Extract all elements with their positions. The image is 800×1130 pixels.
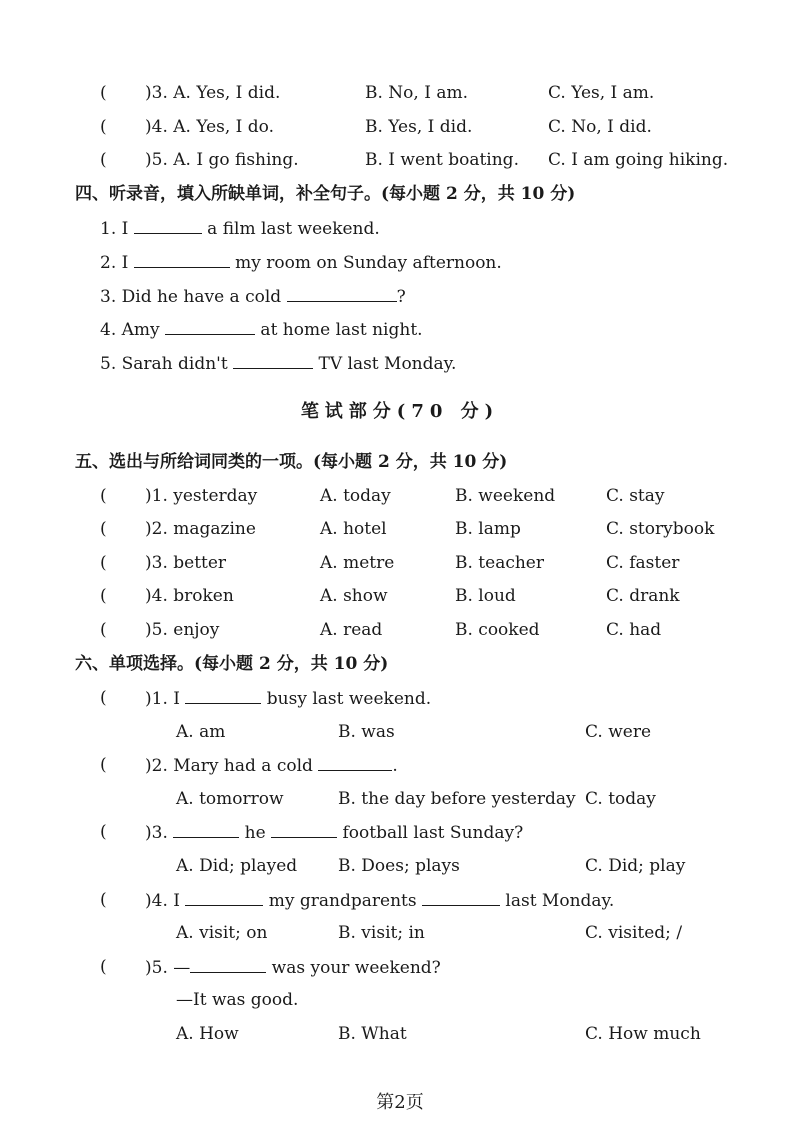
question-stem [145,889,614,912]
page-number: 第2页 [376,1092,424,1113]
answer-blank[interactable] [318,754,392,771]
answer-blank[interactable] [271,821,337,838]
section6-title: 六、单项选择。(每小题 2 分，共 10 分) [75,654,389,674]
fill-sentence [100,318,423,341]
question-stem [145,956,441,979]
option-b: B. cooked [455,620,540,640]
option-a: A. visit; on [176,923,268,943]
option-c: C. Did; play [585,856,686,876]
option-a: A. read [320,620,383,640]
option-c: C. storybook [606,519,715,539]
question-option-a: )5. A. I go fishing. [145,150,299,170]
option-c: C. I am going hiking. [548,150,729,170]
option-c: C. faster [606,553,680,573]
sentence-start: 2. I [100,253,134,273]
option-c: C. had [606,620,662,640]
option-a: A. Did; played [176,856,298,876]
stem-start: )2. Mary had a cold [145,756,319,776]
answer-blank[interactable] [185,889,263,906]
option-c: C. No, I did. [548,117,652,137]
sentence-end: ? [396,287,406,307]
answer-paren: ( [100,688,107,708]
stem-start: )3. [145,823,174,843]
option-a: A. metre [320,553,395,573]
sentence-end: at home last night. [255,320,423,340]
answer-paren: ( [100,957,107,977]
option-c: C. Yes, I am. [548,83,655,103]
question-word: )4. broken [145,586,234,606]
option-a: A. today [320,486,391,506]
option-b: B. Yes, I did. [365,117,473,137]
answer-blank[interactable] [190,956,266,973]
option-b: B. No, I am. [365,83,468,103]
option-c: C. were [585,722,652,742]
question-word: )3. better [145,553,227,573]
option-b: B. What [338,1024,407,1044]
option-c: C. today [585,789,656,809]
stem-middle: my grandparents [263,891,422,911]
option-c: C. visited; / [585,923,683,943]
answer-blank[interactable] [422,889,500,906]
option-b: B. lamp [455,519,521,539]
fill-sentence [100,285,406,308]
option-b: B. was [338,722,395,742]
stem-end: was your weekend? [266,958,441,978]
answer-blank[interactable] [287,285,397,302]
question-stem [145,687,431,710]
answer-blank[interactable] [134,217,202,234]
stem-start: )4. I [145,891,186,911]
answer-paren: ( [100,620,107,640]
sentence-start: 4. Amy [100,320,166,340]
sentence-end: a film last weekend. [201,219,380,239]
fill-sentence [100,217,380,240]
answer-paren: ( [100,150,107,170]
answer-blank[interactable] [233,352,313,369]
answer-paren: ( [100,486,107,506]
answer-paren: ( [100,553,107,573]
option-b: B. Does; plays [338,856,460,876]
answer-blank[interactable] [173,821,239,838]
option-a: A. How [176,1024,239,1044]
question-word: )1. yesterday [145,486,258,506]
option-b: B. teacher [455,553,544,573]
option-b: B. visit; in [338,923,425,943]
stem-end: last Monday. [500,891,615,911]
stem-start: )1. I [145,689,186,709]
answer-blank[interactable] [134,251,230,268]
option-a: A. hotel [320,519,387,539]
section4-title: 四、听录音，填入所缺单词，补全句子。(每小题 2 分，共 10 分) [75,184,576,204]
stem-start: )5. — [145,958,191,978]
answer-paren: ( [100,822,107,842]
option-b: B. the day before yesterday [338,789,576,809]
option-a: A. tomorrow [176,789,284,809]
answer-paren: ( [100,890,107,910]
question-option-a: )3. A. Yes, I did. [145,83,281,103]
stem-middle: he [239,823,272,843]
question-word: )5. enjoy [145,620,220,640]
answer-paren: ( [100,755,107,775]
option-a: A. show [320,586,388,606]
answer-paren: ( [100,519,107,539]
answer-paren: ( [100,117,107,137]
option-a: A. am [176,722,226,742]
option-b: B. loud [455,586,516,606]
question-stem [145,754,398,777]
option-b: B. I went boating. [365,150,519,170]
option-c: C. stay [606,486,665,506]
answer-blank[interactable] [165,318,255,335]
answer-paren: ( [100,83,107,103]
sentence-end: TV last Monday. [313,354,457,374]
sentence-end: my room on Sunday afternoon. [229,253,502,273]
option-c: C. drank [606,586,680,606]
stem-end: busy last weekend. [261,689,432,709]
fill-sentence [100,352,456,375]
section5-title: 五、选出与所给词同类的一项。(每小题 2 分，共 10 分) [75,452,508,472]
sentence-start: 1. I [100,219,134,239]
sentence-start: 5. Sarah didn't [100,354,234,374]
question-word: )2. magazine [145,519,256,539]
stem-end: football last Sunday? [337,823,524,843]
sentence-start: 3. Did he have a cold [100,287,287,307]
question-option-a: )4. A. Yes, I do. [145,117,275,137]
fill-sentence [100,251,502,274]
dialogue-reply: —It was good. [176,990,299,1010]
answer-blank[interactable] [185,687,261,704]
question-stem [145,821,523,844]
answer-paren: ( [100,586,107,606]
option-c: C. How much [585,1024,701,1044]
option-b: B. weekend [455,486,556,506]
written-part-title: 笔试部分(70 分) [300,401,500,422]
stem-end: . [392,756,398,776]
